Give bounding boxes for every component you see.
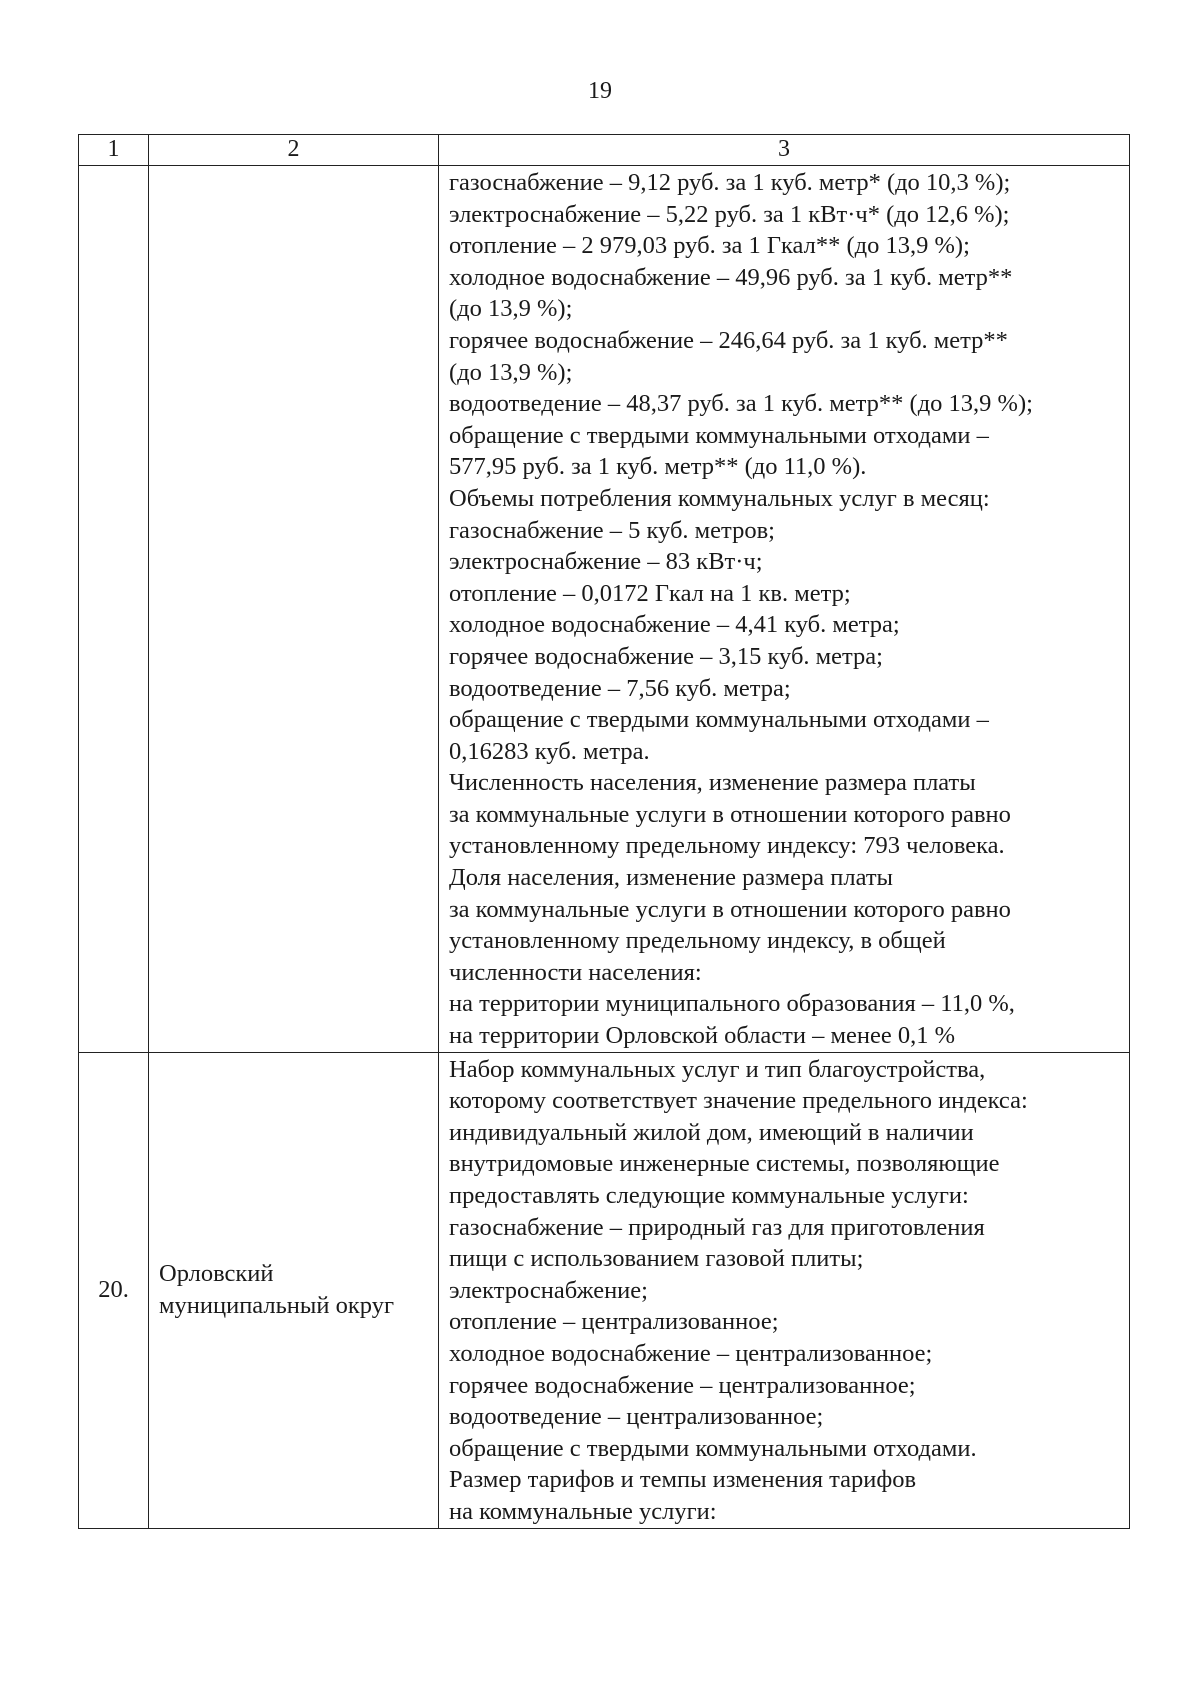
row-content-cell <box>439 166 1130 1053</box>
text-line: пищи с использованием газовой плиты; <box>449 1245 864 1273</box>
row-number-cell: 20. <box>79 1052 149 1528</box>
header-col-2: 2 <box>149 135 439 166</box>
text-line: газоснабжение – природный газ для приготовления <box>449 1213 985 1241</box>
table-row <box>79 1052 1130 1528</box>
text-line: (до 13,9 %); <box>449 358 573 386</box>
text-line: на территории муниципального образования – 11,0 %, <box>449 990 1015 1018</box>
text-line: Набор коммунальных услуг и тип благоустройства, <box>449 1055 986 1083</box>
text-line: электроснабжение; <box>449 1276 648 1304</box>
text-line: водоотведение – 48,37 руб. за 1 куб. метр** (до 13,9 %); <box>449 390 1033 418</box>
text-line: горячее водоснабжение – 246,64 руб. за 1 куб. метр** <box>449 326 1008 354</box>
text-line: Размер тарифов и темпы изменения тарифов <box>449 1466 917 1494</box>
text-line: отопление – 2 979,03 руб. за 1 Гкал** (до 13,9 %); <box>449 232 970 260</box>
text-line: установленному предельному индексу: 793 человека. <box>449 832 1005 860</box>
text-line: отопление – 0,0172 Гкал на 1 кв. метр; <box>449 579 851 607</box>
text-line: газоснабжение – 9,12 руб. за 1 куб. метр* (до 10,3 %); <box>449 169 1011 196</box>
text-line: численности населения: <box>449 958 702 986</box>
header-col-1: 1 <box>79 135 149 166</box>
text-line: холодное водоснабжение – 4,41 куб. метра; <box>449 611 900 639</box>
text-line: обращение с твердыми коммунальными отходами – <box>449 706 989 734</box>
text-line: на коммунальные услуги: <box>449 1497 717 1525</box>
text-line: горячее водоснабжение – 3,15 куб. метра; <box>449 642 883 670</box>
row-content-cell <box>439 1052 1130 1528</box>
text-line: горячее водоснабжение – централизованное; <box>449 1371 916 1399</box>
page-number: 19 <box>588 78 612 104</box>
text-line: электроснабжение – 83 кВт·ч; <box>449 548 763 576</box>
text-line: холодное водоснабжение – централизованное; <box>449 1339 933 1367</box>
text-line: водоотведение – 7,56 куб. метра; <box>449 674 791 702</box>
text-line: газоснабжение – 5 куб. метров; <box>449 516 775 544</box>
text-line: обращение с твердыми коммунальными отходами – <box>449 421 989 449</box>
municipality-name-cell <box>149 1052 439 1528</box>
text-line: электроснабжение – 5,22 руб. за 1 кВт·ч* (до 12,6 %); <box>449 200 1010 228</box>
text-line: муниципальный округ <box>159 1292 394 1320</box>
text-line: обращение с твердыми коммунальными отходами. <box>449 1434 977 1462</box>
text-line: Доля населения, изменение размера платы <box>449 864 893 892</box>
text-line: Орловский <box>159 1260 274 1288</box>
row-number-cell <box>79 166 149 1053</box>
text-line: 0,16283 куб. метра. <box>449 737 650 765</box>
text-line: отопление – централизованное; <box>449 1308 779 1336</box>
text-line: за коммунальные услуги в отношении которого равно <box>449 800 1011 828</box>
text-line: которому соответствует значение предельного индекса: <box>449 1087 1028 1115</box>
text-line: холодное водоснабжение – 49,96 руб. за 1 куб. метр** <box>449 263 1013 291</box>
table-header-row <box>79 135 1130 166</box>
text-line: на территории Орловской области – менее 0,1 % <box>449 1022 955 1050</box>
text-line: внутридомовые инженерные системы, позволяющие <box>449 1150 1000 1178</box>
text-line: Численность населения, изменение размера платы <box>449 769 976 797</box>
tariff-table <box>78 134 1130 1529</box>
text-line: Объемы потребления коммунальных услуг в месяц: <box>449 484 990 512</box>
text-line: 577,95 руб. за 1 куб. метр** (до 11,0 %). <box>449 453 867 481</box>
municipality-name-cell <box>149 166 439 1053</box>
text-line: (до 13,9 %); <box>449 295 573 323</box>
text-line: индивидуальный жилой дом, имеющий в наличии <box>449 1118 974 1146</box>
text-line: за коммунальные услуги в отношении которого равно <box>449 895 1011 923</box>
header-col-3: 3 <box>439 135 1130 166</box>
text-line: водоотведение – централизованное; <box>449 1403 824 1431</box>
text-line: установленному предельному индексу, в общей <box>449 927 946 955</box>
table-row <box>79 166 1130 1053</box>
text-line: предоставлять следующие коммунальные услуги: <box>449 1182 969 1209</box>
